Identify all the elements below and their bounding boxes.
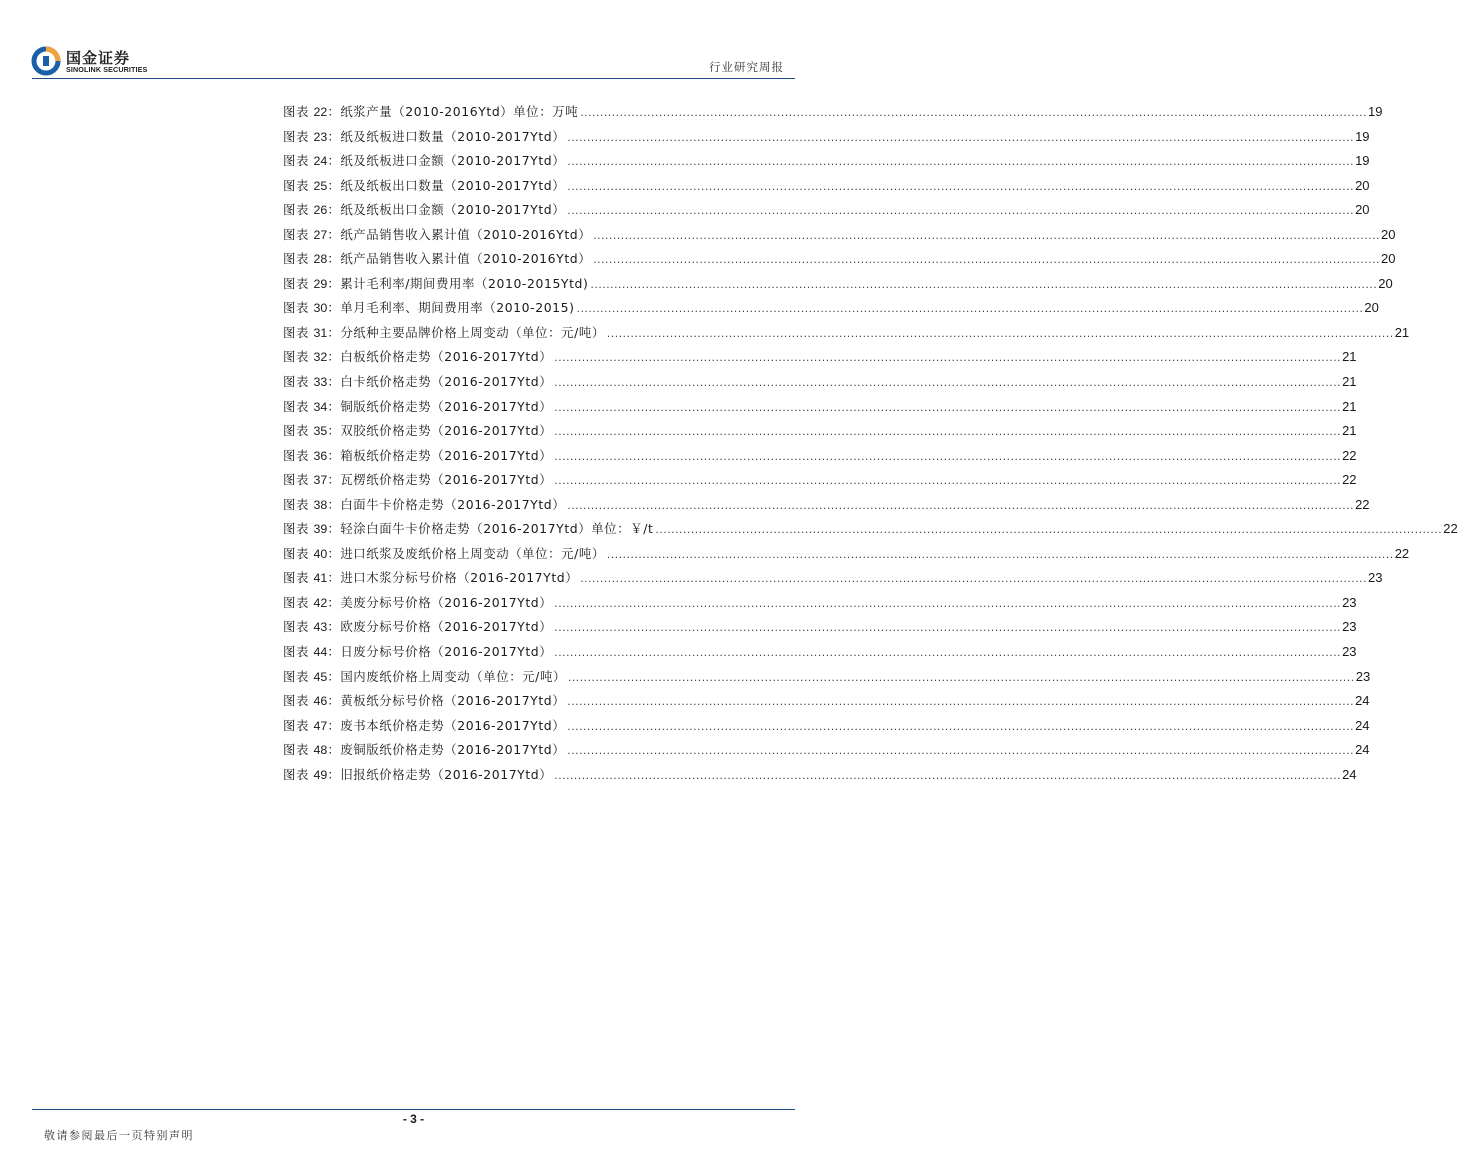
toc-entry-title: ：分纸种主要品牌价格上周变动（单位：元/吨）	[327, 324, 605, 340]
toc-entry-page: 23	[1368, 570, 1383, 586]
toc-entry-prefix: 图表	[283, 300, 314, 316]
toc-entry[interactable]	[283, 419, 1357, 444]
toc-entry-page: 24	[1355, 717, 1370, 733]
toc-entry-title: ：黄板纸分标号价格（2016-2017Ytd）	[327, 693, 566, 709]
toc-entry-number: 43	[313, 620, 328, 635]
toc-entry-label	[283, 493, 565, 518]
toc-entry-page: 20	[1364, 300, 1379, 316]
toc-leader-dots: ........................................................................................................................................................................................................	[554, 424, 1342, 439]
toc-entry-title: ：纸及纸板进口数量（2010-2017Ytd）	[327, 128, 566, 144]
toc-entry-page: 23	[1342, 619, 1357, 635]
toc-entry-number: 40	[313, 546, 328, 561]
toc-entry-title: ：纸产品销售收入累计值（2010-2016Ytd）	[327, 226, 592, 242]
toc-entry-label	[283, 640, 552, 665]
toc-entry-title: ：国内废纸价格上周变动（单位：元/吨）	[327, 668, 566, 684]
toc-entry-title: ：双胶纸价格走势（2016-2017Ytd）	[327, 423, 553, 439]
toc-entry-number: 38	[313, 497, 328, 512]
toc-entry-prefix: 图表	[283, 177, 314, 193]
toc-entry-prefix: 图表	[283, 447, 314, 463]
toc-entry[interactable]	[283, 517, 1458, 542]
toc-entry-number: 22	[313, 105, 328, 119]
toc-entry[interactable]	[283, 345, 1357, 370]
toc-entry-page: 22	[1342, 447, 1357, 463]
toc-entry-number: 34	[313, 399, 328, 414]
toc-entry-number: 41	[313, 571, 328, 586]
page-header	[0, 0, 827, 80]
toc-entry-title: ：纸及纸板进口金额（2010-2017Ytd）	[327, 153, 566, 169]
toc-entry-title: ：箱板纸价格走势（2016-2017Ytd）	[327, 447, 553, 463]
header-divider	[32, 78, 795, 79]
toc-entry[interactable]	[283, 738, 1370, 763]
toc-entry-label	[283, 738, 565, 763]
toc-leader-dots: ........................................................................................................................................................................................................	[580, 571, 1368, 586]
toc-entry[interactable]	[283, 542, 1410, 567]
toc-entry-page: 19	[1355, 153, 1370, 169]
toc-entry[interactable]	[283, 125, 1370, 150]
toc-leader-dots: ........................................................................................................................................................................................................	[580, 105, 1368, 119]
toc-entry-prefix: 图表	[283, 153, 314, 169]
toc-entry[interactable]	[283, 566, 1383, 591]
toc-entry-label	[283, 198, 565, 223]
toc-leader-dots: ........................................................................................................................................................................................................	[554, 375, 1342, 390]
toc-leader-dots: ........................................................................................................................................................................................................	[554, 350, 1342, 365]
toc-entry-label	[283, 419, 552, 444]
toc-entry-title: ：白卡纸价格走势（2016-2017Ytd）	[327, 374, 553, 390]
toc-entry-prefix: 图表	[283, 104, 314, 119]
toc-leader-dots: ........................................................................................................................................................................................................	[567, 718, 1355, 733]
document-type: 行业研究周报	[709, 60, 784, 74]
toc-entry[interactable]	[283, 763, 1357, 788]
toc-entry-prefix: 图表	[283, 324, 314, 340]
toc-entry-page: 19	[1355, 128, 1370, 144]
toc-leader-dots: ........................................................................................................................................................................................................	[567, 154, 1355, 169]
toc-entry-number: 48	[313, 743, 328, 758]
toc-entry-prefix: 图表	[283, 374, 314, 390]
toc-entry[interactable]	[283, 198, 1370, 223]
toc-entry-number: 26	[313, 203, 328, 218]
toc-entry[interactable]	[283, 296, 1379, 321]
toc-entry-page: 21	[1342, 423, 1357, 439]
toc-leader-dots: ........................................................................................................................................................................................................	[554, 473, 1342, 488]
brand-name-en: SINOLINK SECURITIES	[66, 65, 148, 74]
toc-entry-page: 20	[1378, 275, 1393, 291]
toc-entry-title: ：单月毛利率、期间费用率（2010-2015)	[327, 300, 575, 316]
toc-entry[interactable]	[283, 444, 1357, 469]
toc-entry-label	[283, 321, 605, 346]
toc-entry-title: ：欧废分标号价格（2016-2017Ytd）	[327, 619, 553, 635]
toc-entry-prefix: 图表	[283, 398, 314, 414]
toc-leader-dots: ........................................................................................................................................................................................................	[567, 129, 1355, 144]
toc-entry-page: 24	[1355, 742, 1370, 758]
toc-entry-number: 37	[313, 473, 328, 488]
toc-entry-label	[283, 714, 565, 739]
toc-entry-title: ：日废分标号价格（2016-2017Ytd）	[327, 644, 553, 660]
toc-leader-dots: ........................................................................................................................................................................................................	[567, 694, 1355, 709]
toc-entry-title: ：进口木浆分标号价格（2016-2017Ytd）	[327, 570, 579, 586]
toc-leader-dots: ........................................................................................................................................................................................................	[567, 178, 1355, 193]
toc-entry-page: 24	[1355, 693, 1370, 709]
toc-entry[interactable]	[283, 640, 1357, 665]
toc-entry-number: 33	[313, 375, 328, 390]
toc-entry-prefix: 图表	[283, 496, 314, 512]
brand-name-cn: 国金证券	[66, 49, 131, 67]
toc-entry-title: ：累计毛利率/期间费用率（2010-2015Ytd)	[327, 275, 589, 291]
toc-leader-dots: ........................................................................................................................................................................................................	[567, 497, 1355, 512]
toc-entry-number: 44	[313, 645, 328, 660]
toc-leader-dots: ........................................................................................................................................................................................................	[567, 669, 1355, 684]
toc-leader-dots: ........................................................................................................................................................................................................	[606, 325, 1394, 340]
toc-entry-prefix: 图表	[283, 226, 314, 242]
toc-entry-page: 21	[1342, 349, 1357, 365]
toc-leader-dots: ........................................................................................................................................................................................................	[567, 743, 1355, 758]
toc-entry-prefix: 图表	[283, 693, 314, 709]
toc-entry-title: ：旧报纸价格走势（2016-2017Ytd）	[327, 766, 553, 782]
toc-entry-label	[283, 174, 565, 199]
toc-entry-page: 19	[1368, 104, 1383, 119]
toc-entry[interactable]	[283, 615, 1357, 640]
toc-leader-dots: ........................................................................................................................................................................................................	[554, 595, 1342, 610]
toc-entry-prefix: 图表	[283, 349, 314, 365]
toc-entry[interactable]	[283, 493, 1370, 518]
toc-entry[interactable]	[283, 370, 1357, 395]
toc-entry-page: 24	[1342, 766, 1357, 782]
page-number: - 3 -	[402, 1112, 425, 1126]
toc-entry-prefix: 图表	[283, 594, 314, 610]
toc-entry-title: ：纸及纸板出口数量（2010-2017Ytd）	[327, 177, 566, 193]
toc-leader-dots: ........................................................................................................................................................................................................	[606, 546, 1394, 561]
brand-logo	[32, 46, 192, 80]
toc-entry-title: ：纸浆产量（2010-2016Ytd）单位：万吨	[327, 104, 579, 119]
toc-entry-prefix: 图表	[283, 472, 314, 488]
toc-leader-dots: ........................................................................................................................................................................................................	[655, 522, 1443, 537]
toc-entry-title: ：瓦楞纸价格走势（2016-2017Ytd）	[327, 472, 553, 488]
toc-leader-dots: ........................................................................................................................................................................................................	[590, 276, 1378, 291]
toc-entry-label	[283, 615, 552, 640]
toc-entry-number: 28	[313, 252, 328, 267]
toc-entry-label	[283, 591, 552, 616]
toc-entry-prefix: 图表	[283, 251, 314, 267]
toc-entry[interactable]	[283, 272, 1393, 297]
toc-leader-dots: ........................................................................................................................................................................................................	[554, 399, 1342, 414]
toc-entry-page: 22	[1394, 545, 1410, 561]
toc-entry-page: 20	[1355, 177, 1370, 193]
toc-entry-label	[283, 444, 552, 469]
toc-entry-label	[283, 223, 591, 248]
toc-entry-prefix: 图表	[283, 275, 314, 291]
toc-entry-title: ：纸产品销售收入累计值（2010-2016Ytd）	[327, 251, 592, 267]
toc-entry-label	[283, 468, 552, 493]
toc-entry-label	[283, 272, 588, 297]
toc-entry-label	[283, 125, 565, 150]
toc-entry-label	[283, 517, 653, 542]
toc-entry[interactable]	[283, 468, 1357, 493]
toc-entry-number: 25	[313, 178, 328, 193]
toc-entry-number: 27	[313, 227, 328, 242]
toc-entry-number: 46	[313, 694, 328, 709]
toc-entry[interactable]	[283, 395, 1357, 420]
toc-entry[interactable]	[283, 665, 1371, 690]
toc-entry-label	[283, 395, 552, 420]
toc-leader-dots: ........................................................................................................................................................................................................	[554, 620, 1342, 635]
toc-entry-prefix: 图表	[283, 521, 314, 537]
toc-entry-number: 42	[313, 595, 328, 610]
toc-entry-page: 21	[1342, 398, 1357, 414]
toc-entry-page: 22	[1342, 472, 1357, 488]
toc-entry-prefix: 图表	[283, 766, 314, 782]
toc-entry-label	[283, 345, 552, 370]
toc-entry-page: 23	[1355, 668, 1371, 684]
toc-entry-title: ：废书本纸价格走势（2016-2017Ytd）	[327, 717, 566, 733]
toc-entry-prefix: 图表	[283, 423, 314, 439]
toc-entry-page: 22	[1355, 496, 1370, 512]
toc-entry-label	[283, 665, 566, 690]
toc-entry-page: 20	[1381, 251, 1396, 267]
toc-entry-number: 30	[313, 301, 328, 316]
toc-leader-dots: ........................................................................................................................................................................................................	[554, 767, 1342, 782]
toc-entry-number: 39	[313, 522, 328, 537]
toc-entry-prefix: 图表	[283, 570, 314, 586]
toc-entry-page: 21	[1342, 374, 1357, 390]
toc-entry-number: 24	[313, 154, 328, 169]
toc-leader-dots: ........................................................................................................................................................................................................	[576, 301, 1364, 316]
sinolink-logo-icon	[32, 46, 62, 76]
toc-entry-label	[283, 247, 591, 272]
toc-leader-dots: ........................................................................................................................................................................................................	[593, 227, 1381, 242]
toc-entry-page: 20	[1381, 226, 1396, 242]
toc-entry[interactable]	[283, 247, 1396, 272]
toc-entry-page: 23	[1342, 594, 1357, 610]
toc-leader-dots: ........................................................................................................................................................................................................	[554, 448, 1342, 463]
toc-entry-page: 21	[1394, 324, 1410, 340]
toc-entry-page: 22	[1443, 521, 1458, 537]
toc-entry-label	[283, 566, 578, 591]
toc-entry[interactable]	[283, 591, 1357, 616]
toc-entry-label	[283, 100, 578, 125]
toc-entry-prefix: 图表	[283, 619, 314, 635]
toc-entry-title: ：白面牛卡价格走势（2016-2017Ytd）	[327, 496, 566, 512]
toc-entry-number: 36	[313, 448, 328, 463]
toc-entry-number: 23	[313, 129, 328, 144]
figure-index	[283, 100, 1458, 787]
toc-entry-number: 32	[313, 350, 328, 365]
toc-entry[interactable]	[283, 174, 1370, 199]
toc-entry-title: ：进口纸浆及废纸价格上周变动（单位：元/吨）	[327, 545, 605, 561]
toc-entry-title: ：白板纸价格走势（2016-2017Ytd）	[327, 349, 553, 365]
footer-divider	[32, 1109, 795, 1110]
toc-entry-number: 45	[313, 669, 328, 684]
toc-entry-page: 20	[1355, 202, 1370, 218]
toc-entry-number: 35	[313, 424, 328, 439]
toc-entry-label	[283, 370, 552, 395]
toc-entry-label	[283, 296, 575, 321]
toc-entry[interactable]	[283, 149, 1370, 174]
toc-entry-label	[283, 689, 565, 714]
toc-entry-title: ：废铜版纸价格走势（2016-2017Ytd）	[327, 742, 566, 758]
toc-entry-prefix: 图表	[283, 128, 314, 144]
toc-entry-number: 49	[313, 767, 328, 782]
toc-entry-title: ：轻涂白面牛卡价格走势（2016-2017Ytd）单位：￥/t	[327, 521, 654, 537]
toc-entry[interactable]	[283, 223, 1396, 248]
toc-entry[interactable]	[283, 100, 1383, 125]
toc-entry[interactable]	[283, 689, 1370, 714]
toc-entry-title: ：铜版纸价格走势（2016-2017Ytd）	[327, 398, 553, 414]
toc-entry-prefix: 图表	[283, 545, 314, 561]
toc-leader-dots: ........................................................................................................................................................................................................	[593, 252, 1381, 267]
toc-leader-dots: ........................................................................................................................................................................................................	[554, 645, 1342, 660]
toc-entry-label	[283, 149, 565, 174]
toc-entry-title: ：纸及纸板出口金额（2010-2017Ytd）	[327, 202, 566, 218]
toc-entry-prefix: 图表	[283, 668, 314, 684]
toc-entry-number: 47	[313, 718, 328, 733]
toc-entry-number: 31	[313, 325, 328, 340]
toc-entry[interactable]	[283, 714, 1370, 739]
toc-entry-prefix: 图表	[283, 717, 314, 733]
toc-entry-label	[283, 763, 552, 788]
toc-entry-title: ：美废分标号价格（2016-2017Ytd）	[327, 594, 553, 610]
toc-entry-page: 23	[1342, 644, 1357, 660]
toc-entry-prefix: 图表	[283, 644, 314, 660]
toc-entry[interactable]	[283, 321, 1410, 346]
toc-entry-number: 29	[313, 276, 328, 291]
toc-entry-label	[283, 542, 605, 567]
toc-leader-dots: ........................................................................................................................................................................................................	[567, 203, 1355, 218]
toc-entry-prefix: 图表	[283, 742, 314, 758]
disclaimer-note: 敬请参阅最后一页特别声明	[44, 1129, 194, 1142]
toc-entry-prefix: 图表	[283, 202, 314, 218]
